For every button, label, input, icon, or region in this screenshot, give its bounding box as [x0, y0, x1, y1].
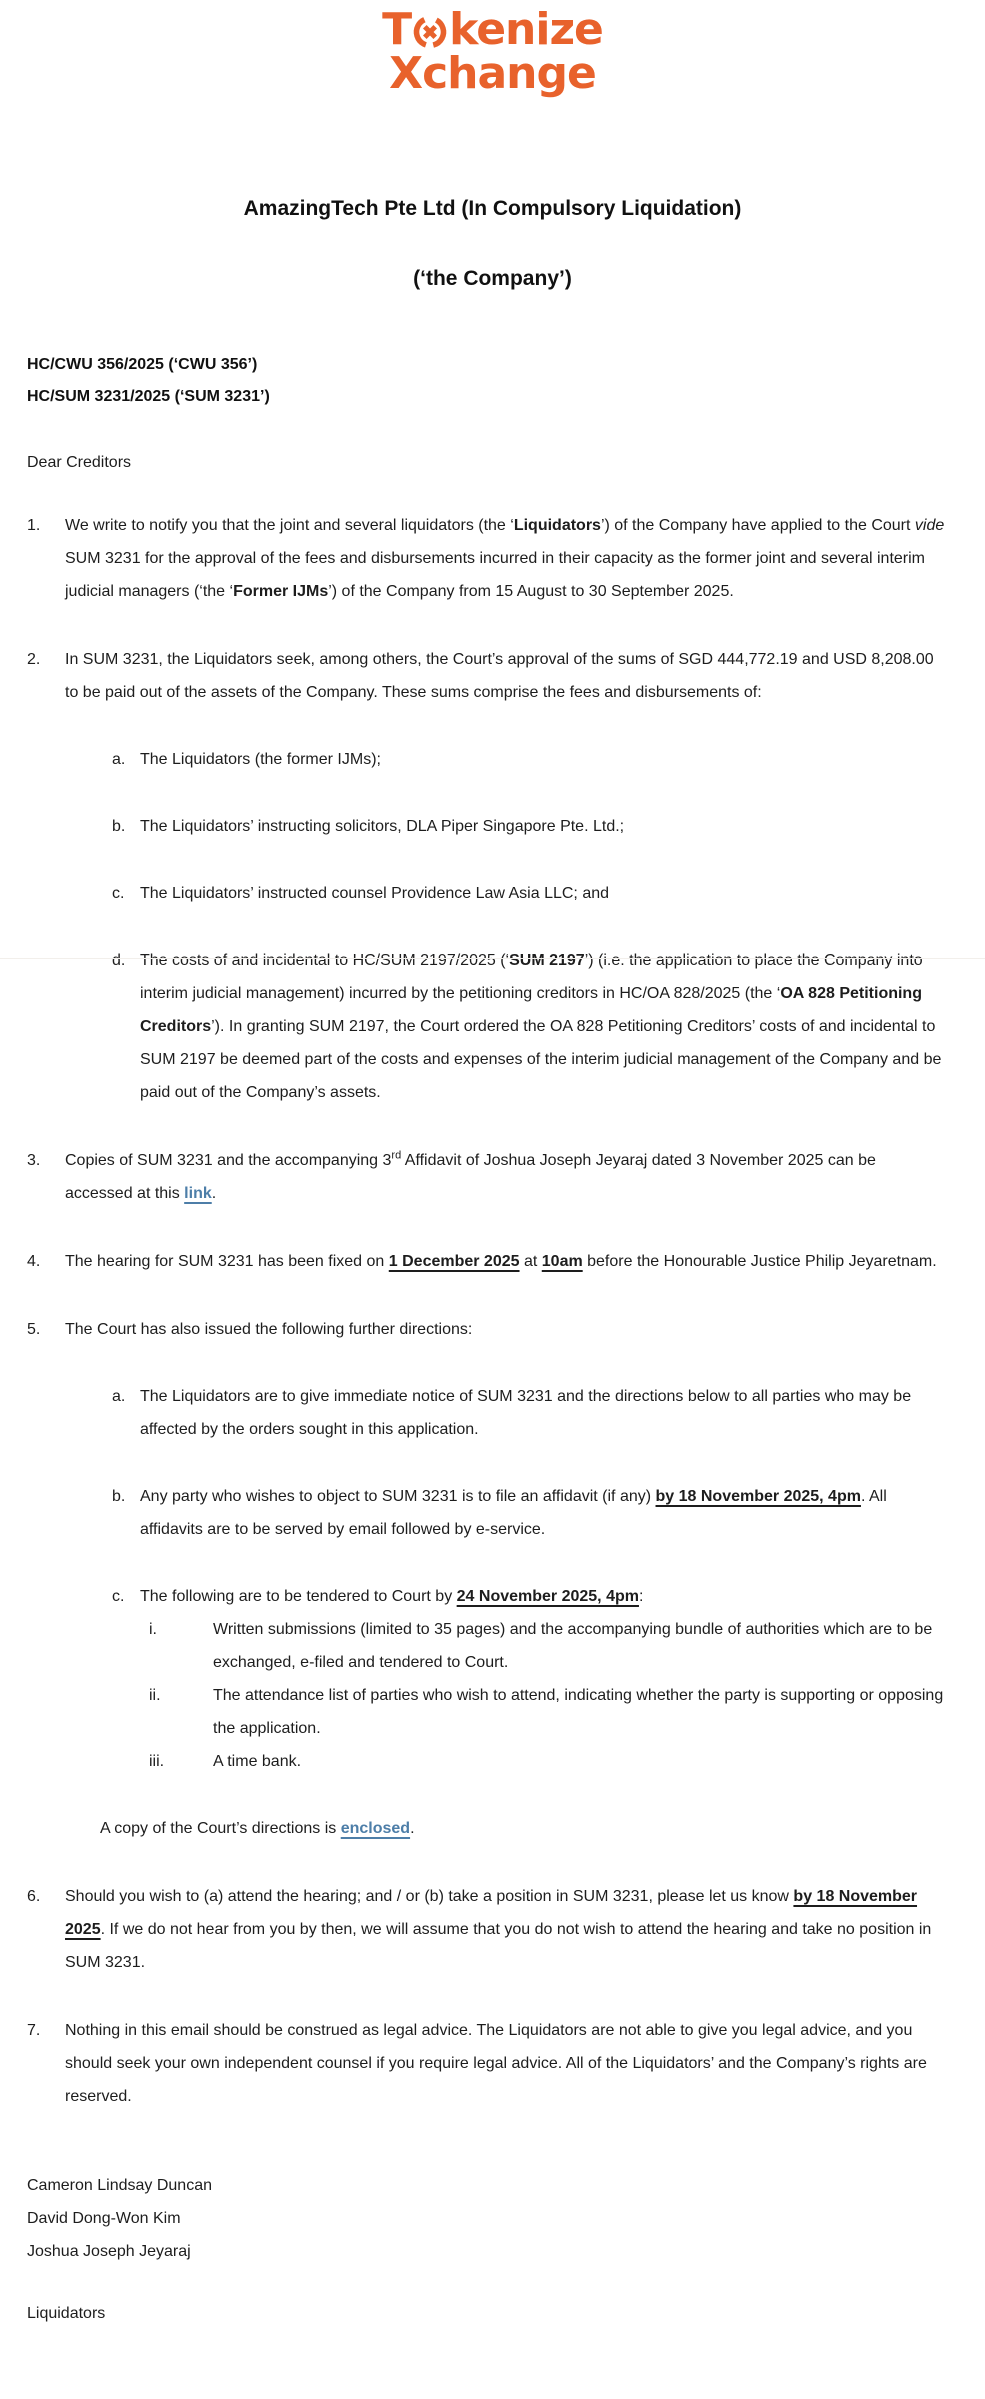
brand-wordmark-line2	[0, 48, 985, 99]
paragraph-number: 1.	[27, 517, 41, 534]
text-segment: :	[638, 1588, 644, 1605]
case-references	[27, 349, 985, 413]
text-segment: The Court has also issued the following further directions:	[65, 1321, 473, 1338]
text-segment: OA 828 Petitioning Creditors	[140, 985, 922, 1035]
brand-logo	[0, 0, 985, 99]
case-reference-cwu: HC/CWU 356/2025 (‘CWU 356’)	[27, 356, 258, 373]
text-segment: Liquidators	[513, 517, 601, 534]
sub-item-label: c.	[112, 885, 125, 902]
numbered-paragraph	[27, 1880, 945, 1979]
numbered-paragraph	[27, 643, 945, 1109]
superscript-text: rd	[391, 1149, 402, 1162]
sub-item-body	[140, 1580, 945, 1613]
text-segment: 10am	[541, 1253, 583, 1270]
text-segment: ’) of the Company from 15 August to 30 September 2025.	[328, 583, 734, 600]
text-segment: We write to notify you that the joint and several liquidators (the ‘	[65, 517, 514, 534]
text-segment: The Liquidators (the former IJMs);	[140, 751, 381, 768]
sub-item-text	[140, 743, 945, 776]
document-title: AmazingTech Pte Ltd (In Compulsory Liquidation)	[243, 197, 742, 220]
text-segment: . All affidavits are to be served by email followed by e-service.	[140, 1488, 887, 1538]
text-segment: Copies of SUM 3231 and the accompanying 3	[65, 1152, 392, 1169]
text-segment: 24 November 2025, 4pm	[456, 1588, 639, 1605]
brand-word2: Xchange	[389, 48, 596, 99]
roman-sub-item-text	[213, 1679, 945, 1745]
court-directions-enclosed-link[interactable]: enclosed	[340, 1820, 411, 1837]
text-segment: SUM 3231 for the approval of the fees and disbursements incurred in their capacity as the former joint and several interim judicial managers (‘the ‘	[65, 550, 925, 600]
paragraph-body	[65, 643, 945, 709]
paragraph-text	[65, 1245, 945, 1278]
token-x-icon	[412, 14, 448, 50]
text-segment: The Liquidators’ instructed counsel Providence Law Asia LLC; and	[140, 885, 610, 902]
paragraph-body	[65, 2014, 945, 2113]
signatory-name: Joshua Joseph Jeyaraj	[27, 2243, 191, 2260]
numbered-paragraph	[27, 1313, 945, 1845]
paragraph-number: 3.	[27, 1152, 41, 1169]
paragraph-body	[65, 1880, 945, 1979]
roman-sub-item	[140, 1745, 945, 1778]
text-segment: SUM 2197	[509, 952, 585, 969]
sub-item	[65, 877, 945, 910]
text-segment: vide	[914, 517, 945, 534]
sub-item-label: b.	[112, 818, 126, 835]
company-alias: (‘the Company’)	[413, 267, 572, 290]
roman-sub-item-text	[213, 1745, 945, 1778]
text-segment: . If we do not hear from you by then, we will assume that you do not wish to attend the hearing and take no position in SUM 3231.	[65, 1921, 932, 1971]
text-segment: .	[211, 1185, 217, 1202]
court-directions-note	[100, 1812, 945, 1845]
paragraph-text	[65, 1144, 945, 1210]
signatory-name: Cameron Lindsay Duncan	[27, 2177, 212, 2194]
text-segment: ’). In granting SUM 2197, the Court ordered the OA 828 Petitioning Creditors’ costs of and incidental to SUM 2197 be deemed part of the costs and expenses of the interim judicial management of the Company and be paid out of the Company’s assets.	[140, 1018, 942, 1101]
signatory-name: David Dong-Won Kim	[27, 2210, 181, 2227]
signature-block	[27, 2169, 985, 2330]
numbered-paragraph	[27, 2014, 945, 2113]
paragraph-number: 2.	[27, 651, 41, 668]
sub-item-body	[140, 1480, 945, 1546]
sub-item-body	[140, 743, 945, 776]
text-segment: The Liquidators’ instructing solicitors, DLA Piper Singapore Pte. Ltd.;	[140, 818, 625, 835]
sub-item-label: c.	[112, 1588, 125, 1605]
sub-item-text	[140, 944, 945, 1109]
sub-item-text	[140, 1380, 945, 1446]
roman-sub-item	[140, 1613, 945, 1679]
text-segment: before the Honourable Justice Philip Jeyaretnam.	[582, 1253, 937, 1270]
paragraph-number: 7.	[27, 2022, 41, 2039]
sub-item-label: a.	[112, 1388, 126, 1405]
paragraph-body	[65, 1313, 945, 1346]
text-segment: Affidavit of Joshua Joseph Jeyaraj dated 3 November 2025 can be accessed at this	[65, 1152, 876, 1202]
text-segment: Written submissions (limited to 35 pages) and the accompanying bundle of authorities which are to be exchanged, e-filed and tendered to Court.	[213, 1621, 933, 1671]
sub-item-text	[140, 1580, 945, 1778]
roman-sub-item	[140, 1679, 945, 1745]
sub-item-body	[140, 1380, 945, 1446]
sub-item	[65, 1480, 945, 1546]
case-reference-sum: HC/SUM 3231/2025 (‘SUM 3231’)	[27, 388, 270, 405]
roman-sub-item-label: ii.	[149, 1687, 161, 1704]
sub-item	[65, 743, 945, 776]
text-segment: In SUM 3231, the Liquidators seek, among others, the Court’s approval of the sums of SGD 444,772.19 and USD 8,208.00 to be paid out of the assets of the Company. These sums comprise the fees and disbursements of:	[65, 651, 934, 701]
paragraph-body	[65, 1144, 945, 1210]
numbered-paragraph	[27, 509, 945, 608]
paragraph-text	[65, 1880, 945, 1979]
text-segment: The costs of and incidental to HC/SUM 2197/2025 (‘	[140, 952, 510, 969]
paragraph-text	[65, 1313, 945, 1845]
text-segment: by 18 November 2025, 4pm	[655, 1488, 861, 1505]
sub-item-body	[140, 944, 945, 1109]
signatory-role: Liquidators	[27, 2305, 106, 2322]
brand-word1-suffix: kenize	[449, 4, 603, 55]
text-segment: Should you wish to (a) attend the hearing; and / or (b) take a position in SUM 3231, please let us know	[65, 1888, 794, 1905]
numbered-paragraph	[27, 1245, 945, 1278]
text-segment: at	[519, 1253, 542, 1270]
text-segment: A copy of the Court’s directions is	[100, 1820, 341, 1837]
text-segment: Former IJMs	[233, 583, 329, 600]
letter-body	[27, 509, 945, 2113]
paragraph-number: 4.	[27, 1253, 41, 1270]
sub-item-text	[140, 1480, 945, 1546]
sub-item	[65, 810, 945, 843]
paragraph-number: 6.	[27, 1888, 41, 1905]
roman-sub-item-label: i.	[149, 1621, 157, 1638]
image-seam-divider	[0, 958, 985, 959]
sub-item-text	[140, 877, 945, 910]
numbered-paragraph	[27, 1144, 945, 1210]
paragraph-number: 5.	[27, 1321, 41, 1338]
sub-item-label: b.	[112, 1488, 126, 1505]
paragraph-body	[65, 509, 945, 608]
text-segment: by 18 November 2025	[65, 1888, 918, 1938]
text-segment: The following are to be tendered to Court by	[140, 1588, 457, 1605]
paragraph-text	[65, 509, 945, 608]
paragraph-text	[65, 2014, 945, 2113]
sub-item-text	[140, 810, 945, 843]
text-segment: Any party who wishes to object to SUM 3231 is to file an affidavit (if any)	[140, 1488, 656, 1505]
sub-item-body	[140, 810, 945, 843]
text-segment: The hearing for SUM 3231 has been fixed on	[65, 1253, 389, 1270]
sum-3231-documents-link[interactable]: link	[184, 1185, 212, 1202]
sub-item-label: a.	[112, 751, 126, 768]
brand-word1-prefix: T	[382, 4, 412, 55]
sub-item-body	[140, 877, 945, 910]
text-segment: The attendance list of parties who wish to attend, indicating whether the party is supporting or opposing the application.	[213, 1687, 944, 1737]
text-segment: The Liquidators are to give immediate notice of SUM 3231 and the directions below to all parties who may be affected by the orders sought in this application.	[140, 1388, 912, 1438]
text-segment: ’) of the Company have applied to the Court	[600, 517, 915, 534]
text-segment: Nothing in this email should be construed as legal advice. The Liquidators are not able to give you legal advice, and you should seek your own independent counsel if you require legal advice. All of the Liquidators’ and the Company’s rights are reserved.	[65, 2022, 927, 2105]
text-segment: A time bank.	[213, 1753, 302, 1770]
text-segment: .	[410, 1820, 415, 1837]
text-segment: 1 December 2025	[388, 1253, 520, 1270]
paragraph-body	[65, 1245, 945, 1278]
sub-item-label: d.	[112, 952, 126, 969]
roman-sub-item-label: iii.	[149, 1753, 165, 1770]
text-segment: ’) (i.e. the application to place the Company into interim judicial management) incurred by the petitioning creditors in HC/OA 828/2025 (the ‘	[140, 952, 923, 1002]
sub-item	[65, 944, 945, 1109]
salutation: Dear Creditors	[27, 454, 132, 471]
brand-wordmark-line1	[0, 4, 985, 55]
sub-item	[65, 1380, 945, 1446]
paragraph-text	[65, 643, 945, 1109]
sub-item	[65, 1580, 945, 1778]
roman-sub-item-text	[213, 1613, 945, 1679]
